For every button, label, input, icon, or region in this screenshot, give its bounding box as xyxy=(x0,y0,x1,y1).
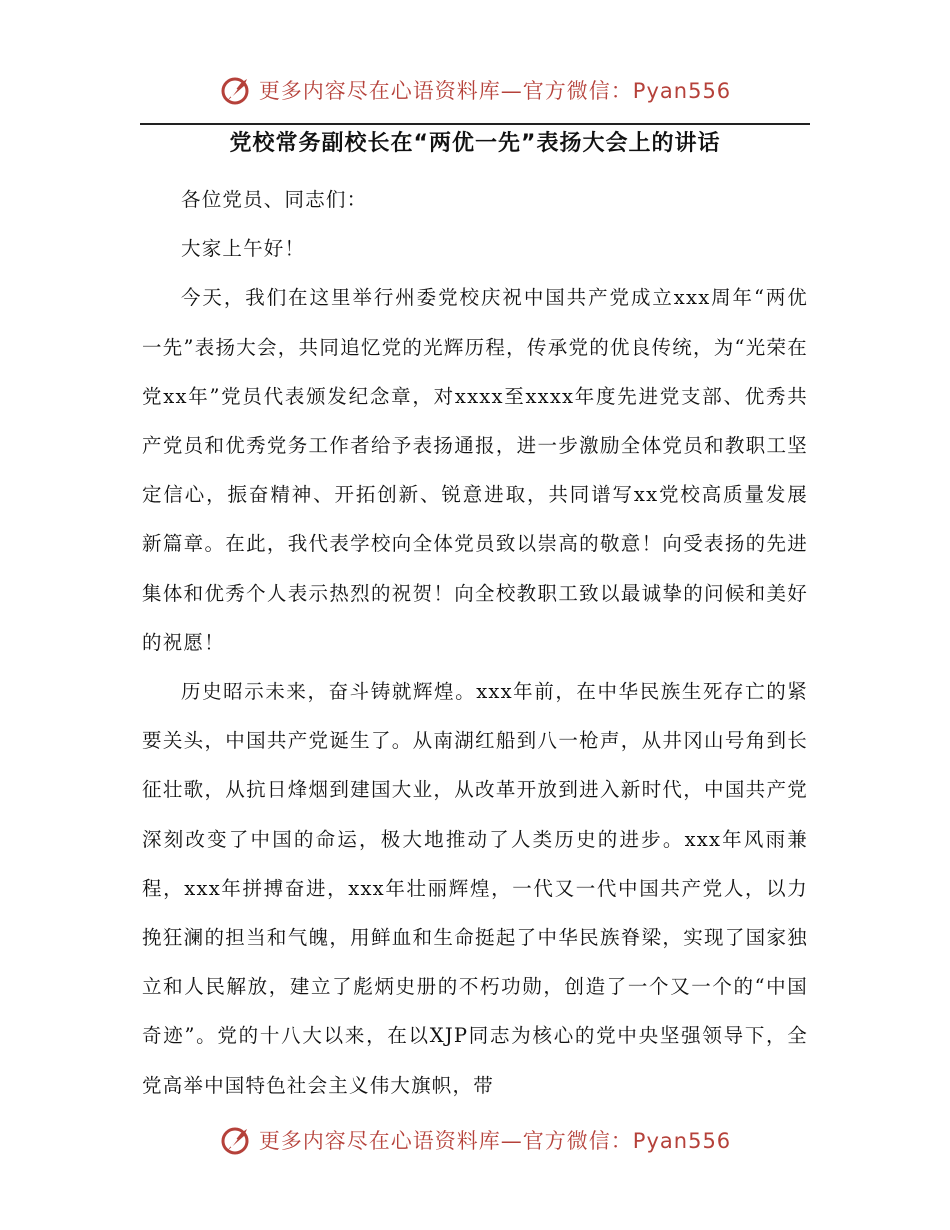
pen-nib-logo-icon xyxy=(219,73,253,107)
document-title: 党校常务副校长在“两优一先”表扬大会上的讲话 xyxy=(229,131,721,156)
footer-banner-text: 更多内容尽在心语资料库—官方微信：Pyan556 xyxy=(258,1129,732,1153)
paragraph-greeting: 大家上午好！ xyxy=(181,237,306,261)
footer-banner xyxy=(0,1120,950,1160)
paragraph-salutation: 各位党员、同志们： xyxy=(181,188,368,211)
pen-nib-logo-icon xyxy=(219,1123,253,1157)
header-banner xyxy=(0,70,950,110)
paragraph-opening: 今天，我们在这里举行州委党校庆祝中国共产党成立xxx周年“两优一先”表扬大会，共同追忆党的光辉历程，传承党的优良传统，为“光荣在党xx年”党员代表颁发纪念章，对xxxx至xxxx年度先进党支部、优秀共产党员和优秀党务工作者给予表扬通报，进一步激励全体党员和教职工坚定信心，振奋精神、开拓创新、锐意进取，共同谱写xx党校高质量发展新篇章。在此，我代表学校向全体党员致以崇高的敬意！向受表扬的先进集体和优秀个人表示热烈的祝贺！向全校教职工致以最诚挚的问候和美好的祝愿！ xyxy=(142,286,808,654)
header-rule xyxy=(140,123,810,125)
document-body xyxy=(142,175,808,1110)
header-banner-text: 更多内容尽在心语资料库—官方微信：Pyan556 xyxy=(258,79,732,103)
paragraph-history: 历史昭示未来，奋斗铸就辉煌。xxx年前，在中华民族生死存亡的紧要关头，中国共产党诞生了。从南湖红船到八一枪声，从井冈山号角到长征壮歌，从抗日烽烟到建国大业，从改革开放到进入新时代，中国共产党深刻改变了中国的命运，极大地推动了人类历史的进步。xxx年风雨兼程，xxx年拼搏奋进，xxx年壮丽辉煌，一代又一代中国共产党人，以力挽狂澜的担当和气魄，用鲜血和生命挺起了中华民族脊梁，实现了国家独立和人民解放，建立了彪炳史册的不朽功勋，创造了一个又一个的“中国奇迹”。党的十八大以来，在以XJP同志为核心的党中央坚强领导下，全党高举中国特色社会主义伟大旗帜，带 xyxy=(142,680,808,1097)
